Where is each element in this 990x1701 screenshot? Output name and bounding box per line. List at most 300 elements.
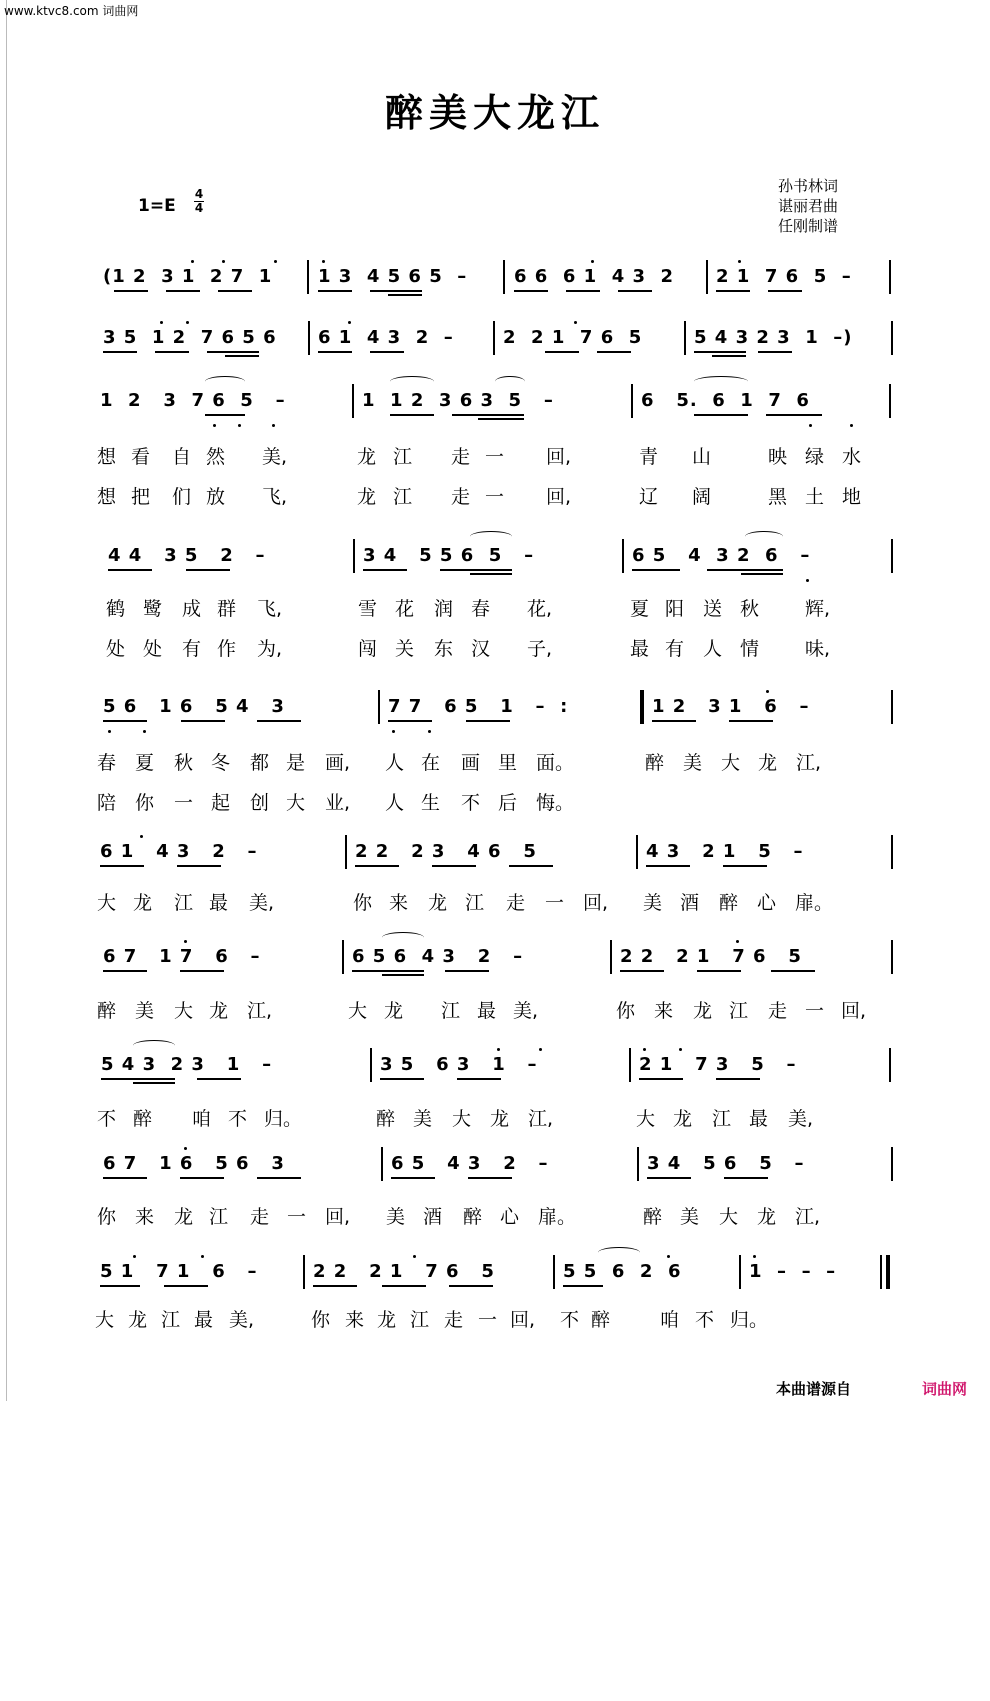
lyric-char: 一 [485, 486, 505, 508]
octave-dot [766, 690, 769, 693]
lyric-char: 花 [395, 598, 415, 620]
lyric-char: 夏 [630, 598, 650, 620]
lyric-char: 不 [228, 1108, 248, 1130]
lyric-char: 土 [805, 486, 825, 508]
measure: 4 4 3 5 2 – [108, 545, 266, 566]
lyric-char: 大 [348, 1000, 368, 1022]
octave-dot [392, 730, 395, 733]
beam [100, 1285, 140, 1287]
lyric-char: 最 [630, 638, 650, 660]
slur [495, 376, 525, 387]
measure: 6 5 4 3 2 6 – [632, 545, 811, 566]
measure: (1 2 3 1 2 7 1 [103, 266, 273, 287]
beam [218, 290, 252, 292]
score-row-7 [0, 946, 990, 986]
lyric-char: 醉 [463, 1206, 483, 1228]
lyric-char: 处 [106, 638, 126, 660]
score-row-2 [0, 327, 990, 367]
octave-dot [184, 1147, 187, 1150]
lyric-char: 美 [683, 752, 703, 774]
measure: 5 5 6 2 6 [563, 1261, 682, 1282]
beam [103, 970, 147, 972]
lyric-char: 你 [311, 1309, 331, 1331]
site-logo[interactable]: 词曲网 [922, 1380, 968, 1398]
measure: 6 7 1 7 6 – [103, 946, 261, 967]
lyric-char: 春 [471, 598, 491, 620]
beam [363, 569, 407, 571]
score-row-3 [0, 390, 990, 430]
lyric-char: 龙 [428, 892, 448, 914]
slur [382, 932, 424, 943]
lyric-char: 江 [729, 1000, 749, 1022]
barline [345, 835, 347, 869]
barline [308, 321, 310, 355]
octave-dot [643, 1048, 646, 1051]
lyric-char: 来 [654, 1000, 674, 1022]
barline [739, 1255, 741, 1289]
octave-dot [140, 835, 143, 838]
time-signature-bottom: 4 [194, 201, 204, 215]
lyric-char: 龙 [209, 1000, 229, 1022]
beam [652, 720, 696, 722]
beam [225, 355, 259, 357]
beam [639, 1078, 683, 1080]
beam [108, 569, 152, 571]
measure: 5 6 1 6 5 4 3 [103, 696, 285, 717]
barline [381, 1147, 383, 1181]
barline [378, 690, 380, 724]
beam [478, 418, 524, 420]
lyric-char: 作 [217, 638, 237, 660]
lyric-char: 水 [842, 446, 862, 468]
octave-dot [591, 260, 594, 263]
beam [186, 569, 230, 571]
octave-dot [213, 424, 216, 427]
lyric-char: 美, [262, 446, 288, 468]
beam [620, 970, 664, 972]
lyric-char: 归。 [730, 1309, 769, 1331]
lyric-char: 江 [465, 892, 485, 914]
composer: 谌丽君曲 [778, 197, 839, 215]
beam [468, 1177, 512, 1179]
score-row-10 [0, 1261, 990, 1301]
slur [694, 376, 748, 387]
octave-dot [738, 260, 741, 263]
beam [724, 1177, 768, 1179]
measure: 5 4 3 2 3 1 – [101, 1054, 273, 1075]
barline [553, 1255, 555, 1289]
octave-dot [272, 424, 275, 427]
beam [646, 865, 690, 867]
beam [207, 351, 259, 353]
lyric-char: 江, [247, 1000, 273, 1022]
octave-dot [108, 730, 111, 733]
measure: 2 2 2 1 7 6 5 [313, 1261, 495, 1282]
lyric-char: 江 [209, 1206, 229, 1228]
octave-dot [428, 730, 431, 733]
lyric-char: 最 [477, 1000, 497, 1022]
lyric-char: 最 [209, 892, 229, 914]
barline [891, 1147, 893, 1181]
lyric-char: 美, [249, 892, 275, 914]
octave-dot [191, 260, 194, 263]
measure: 5 4 3 2 3 1 –) [694, 327, 853, 348]
slur [598, 1247, 640, 1258]
lyric-char: 大 [636, 1108, 656, 1130]
beam [716, 290, 750, 292]
beam [103, 351, 137, 353]
octave-dot [497, 1048, 500, 1051]
lyric-char: 春 [97, 752, 117, 774]
lyric-char: 江 [712, 1108, 732, 1130]
lyric-char: 走 [444, 1309, 464, 1331]
lyric-char: 龙 [174, 1206, 194, 1228]
beam [257, 1177, 301, 1179]
lyric-char: 心 [757, 892, 777, 914]
lyric-char: 飞, [257, 598, 283, 620]
lyric-char: 醉 [591, 1309, 611, 1331]
octave-dot [222, 260, 225, 263]
lyric-char: 看 [131, 446, 151, 468]
measure: 7 7 6 5 1 – : [388, 696, 569, 717]
beam [313, 1285, 357, 1287]
measure: 3 4 5 6 5 – [647, 1153, 805, 1174]
barline [307, 260, 309, 294]
lyric-char: 画, [325, 752, 351, 774]
barline [622, 539, 624, 573]
lyric-char: 大 [721, 752, 741, 774]
lyric-char: 酒 [423, 1206, 443, 1228]
lyric-char: 关 [395, 638, 415, 660]
octave-dot [574, 321, 577, 324]
octave-dot [679, 1048, 682, 1051]
beam [388, 294, 422, 296]
lyric-char: 美 [680, 1206, 700, 1228]
lyric-char: 送 [703, 598, 723, 620]
lyric-char: 走 [250, 1206, 270, 1228]
beam [470, 573, 512, 575]
lyric-char: 你 [616, 1000, 636, 1022]
lyric-char: 大 [174, 1000, 194, 1022]
lyric-char: 咱 [192, 1108, 212, 1130]
beam [101, 1078, 175, 1080]
lyric-char: 醉 [376, 1108, 396, 1130]
lyric-char: 醉 [133, 1108, 153, 1130]
lyric-char: 不 [461, 792, 481, 814]
beam [355, 865, 399, 867]
lyric-char: 心 [500, 1206, 520, 1228]
beam [449, 1285, 493, 1287]
octave-dot [753, 1255, 756, 1258]
lyric-char: 然 [206, 446, 226, 468]
lyric-char: 画 [461, 752, 481, 774]
lyric-char: 来 [135, 1206, 155, 1228]
site-url: www.ktvc8.com 词曲网 [4, 4, 139, 18]
lyric-char: 青 [639, 446, 659, 468]
lyric-char: 生 [421, 792, 441, 814]
beam [205, 414, 245, 416]
lyric-char: 阔 [692, 486, 712, 508]
octave-dot [322, 260, 325, 263]
lyric-char: 有 [182, 638, 202, 660]
lyric-char: 不 [97, 1108, 117, 1130]
lyric-char: 回, [546, 486, 572, 508]
lyric-char: 美, [513, 1000, 539, 1022]
lyric-char: 江 [410, 1309, 430, 1331]
measure: 6 5 6 4 3 2 – [352, 946, 524, 967]
lyric-char: 悔。 [536, 792, 575, 814]
barline [503, 260, 505, 294]
barline [636, 835, 638, 869]
lyric-char: 你 [353, 892, 373, 914]
beam [632, 569, 680, 571]
beam [103, 1177, 147, 1179]
beam [509, 865, 553, 867]
lyric-char: 润 [434, 598, 454, 620]
lyric-char: 醉 [719, 892, 739, 914]
measure: 2 2 2 1 7 6 5 [620, 946, 802, 967]
measure: 2 2 1 7 6 5 [503, 327, 643, 348]
final-barline-thin [880, 1255, 882, 1289]
beam [694, 414, 748, 416]
lyric-char: 人 [385, 752, 405, 774]
lyric-char: 回, [510, 1309, 536, 1331]
beam [566, 290, 600, 292]
lyric-char: 醉 [97, 1000, 117, 1022]
beam [391, 1177, 435, 1179]
beam [712, 355, 746, 357]
lyric-char: 走 [506, 892, 526, 914]
beam [390, 414, 434, 416]
lyric-char: 美 [643, 892, 663, 914]
measure: 6 1 4 3 2 – [318, 327, 454, 348]
lyric-char: 处 [143, 638, 163, 660]
measure: 3 4 5 5 6 5 – [363, 545, 535, 566]
octave-dot [160, 321, 163, 324]
lyric-char: 大 [95, 1309, 115, 1331]
lyric-char: 龙 [757, 1206, 777, 1228]
lyric-char: 地 [842, 486, 862, 508]
arranger: 任刚制谱 [778, 217, 839, 235]
lyric-char: 来 [345, 1309, 365, 1331]
beam [514, 290, 548, 292]
octave-dot [806, 579, 809, 582]
score-row-6 [0, 841, 990, 881]
score-row-5 [0, 696, 990, 736]
barline [891, 940, 893, 974]
lyric-char: 汉 [471, 638, 491, 660]
beam [452, 414, 524, 416]
barline [493, 321, 495, 355]
lyric-char: 人 [385, 792, 405, 814]
beam [457, 1078, 501, 1080]
lyric-char: 想 [97, 486, 117, 508]
octave-dot [539, 1048, 542, 1051]
beam [166, 290, 200, 292]
lyric-char: 阳 [665, 598, 685, 620]
beam [318, 351, 352, 353]
beam [164, 1285, 208, 1287]
lyric-char: 咱 [660, 1309, 680, 1331]
octave-dot [736, 940, 739, 943]
lyric-char: 把 [131, 486, 151, 508]
octave-dot [133, 1255, 136, 1258]
beam [563, 1285, 603, 1287]
beam [177, 865, 221, 867]
lyric-char: 龙 [377, 1309, 397, 1331]
octave-dot [143, 730, 146, 733]
lyric-char: 创 [250, 792, 270, 814]
measure: 1 2 3 1 6 – [652, 696, 810, 717]
lyric-char: 东 [434, 638, 454, 660]
beam [766, 414, 822, 416]
lyric-char: 龙 [357, 446, 377, 468]
lyric-char: 子, [527, 638, 553, 660]
lyric-char: 回, [546, 446, 572, 468]
lyric-char: 酒 [680, 892, 700, 914]
lyric-char: 大 [97, 892, 117, 914]
lyric-char: 为, [257, 638, 283, 660]
measure: 2 1 7 6 5 – [716, 266, 852, 287]
octave-dot [809, 424, 812, 427]
barline [631, 384, 633, 418]
lyric-char: 们 [172, 486, 192, 508]
lyric-char: 大 [719, 1206, 739, 1228]
beam [114, 290, 148, 292]
beam [370, 290, 422, 292]
beam [180, 970, 224, 972]
lyric-char: 业, [325, 792, 351, 814]
lyric-char: 江, [795, 1206, 821, 1228]
lyric-char: 一 [485, 446, 505, 468]
repeat-barline [640, 690, 644, 724]
lyric-char: 辉, [805, 598, 831, 620]
slur [470, 531, 512, 542]
beam [382, 974, 424, 976]
beam [181, 720, 225, 722]
time-signature [194, 188, 204, 215]
lyric-char: 辽 [639, 486, 659, 508]
lyric-char: 陪 [97, 792, 117, 814]
measure: 6 5 4 3 2 – [391, 1153, 549, 1174]
beam [352, 970, 424, 972]
lyric-char: 一 [287, 1206, 307, 1228]
measure: 1 1 2 3 6 3 5 – [362, 390, 554, 411]
lyric-line-10 [0, 1305, 990, 1701]
barline [342, 940, 344, 974]
song-title: 醉美大龙江 [384, 90, 605, 135]
octave-dot [274, 260, 277, 263]
barline [889, 260, 891, 294]
lyric-char: 江 [393, 486, 413, 508]
lyric-char: 不 [560, 1309, 580, 1331]
lyric-char: 有 [665, 638, 685, 660]
beam [768, 290, 802, 292]
lyric-char: 味, [805, 638, 831, 660]
measure: 1 2 3 7 6 5 – [100, 390, 286, 411]
lyric-char: 回, [325, 1206, 351, 1228]
octave-dot [238, 424, 241, 427]
octave-dot [667, 1255, 670, 1258]
lyric-char: 江 [174, 892, 194, 914]
beam [155, 351, 189, 353]
octave-dot [201, 1255, 204, 1258]
lyric-char: 黑 [768, 486, 788, 508]
lyric-char: 龙 [128, 1309, 148, 1331]
lyric-char: 冬 [211, 752, 231, 774]
lyric-char: 花, [527, 598, 553, 620]
lyric-char: 龙 [673, 1108, 693, 1130]
beam [318, 290, 352, 292]
lyric-char: 龙 [384, 1000, 404, 1022]
beam [618, 290, 652, 292]
lyric-char: 里 [498, 752, 518, 774]
octave-dot [348, 321, 351, 324]
beam [388, 720, 432, 722]
beam [382, 1285, 426, 1287]
lyric-char: 扉。 [795, 892, 834, 914]
beam [545, 351, 579, 353]
lyric-char: 最 [749, 1108, 769, 1130]
lyric-char: 一 [805, 1000, 825, 1022]
barline [891, 835, 893, 869]
lyric-char: 想 [97, 446, 117, 468]
lyric-char: 你 [97, 1206, 117, 1228]
credits [778, 176, 838, 236]
barline [891, 539, 893, 573]
lyric-char: 龙 [693, 1000, 713, 1022]
lyric-char: 绿 [805, 446, 825, 468]
slur [745, 531, 783, 542]
lyric-char: 美, [229, 1309, 255, 1331]
beam [758, 351, 792, 353]
measure: 1 3 4 5 6 5 – [318, 266, 468, 287]
beam [741, 573, 783, 575]
lyric-char: 龙 [133, 892, 153, 914]
barline [684, 321, 686, 355]
octave-dot [850, 424, 853, 427]
lyric-char: 秋 [740, 598, 760, 620]
lyric-char: 醉 [645, 752, 665, 774]
lyric-char: 面。 [536, 752, 575, 774]
beam [133, 1082, 175, 1084]
measure: 6 5. 6 1 7 6 [641, 390, 810, 411]
beam [257, 720, 301, 722]
lyric-char: 你 [135, 792, 155, 814]
lyric-char: 美 [386, 1206, 406, 1228]
lyric-char: 回, [841, 1000, 867, 1022]
lyric-char: 是 [286, 752, 306, 774]
lyricist: 孙书林词 [778, 177, 839, 195]
lyric-char: 龙 [758, 752, 778, 774]
barline [352, 384, 354, 418]
lyric-char: 人 [703, 638, 723, 660]
beam [370, 351, 404, 353]
lyric-char: 后 [498, 792, 518, 814]
lyric-char: 一 [545, 892, 565, 914]
measure: 3 5 6 3 1 – [380, 1054, 538, 1075]
lyric-char: 龙 [490, 1108, 510, 1130]
lyric-char: 扉。 [538, 1206, 577, 1228]
beam [647, 1177, 691, 1179]
lyric-char: 夏 [135, 752, 155, 774]
lyric-char: 归。 [264, 1108, 303, 1130]
lyric-char: 走 [768, 1000, 788, 1022]
octave-dot [184, 940, 187, 943]
lyric-char: 江 [161, 1309, 181, 1331]
barline [889, 1048, 891, 1082]
measure: 6 6 6 1 4 3 2 [514, 266, 675, 287]
